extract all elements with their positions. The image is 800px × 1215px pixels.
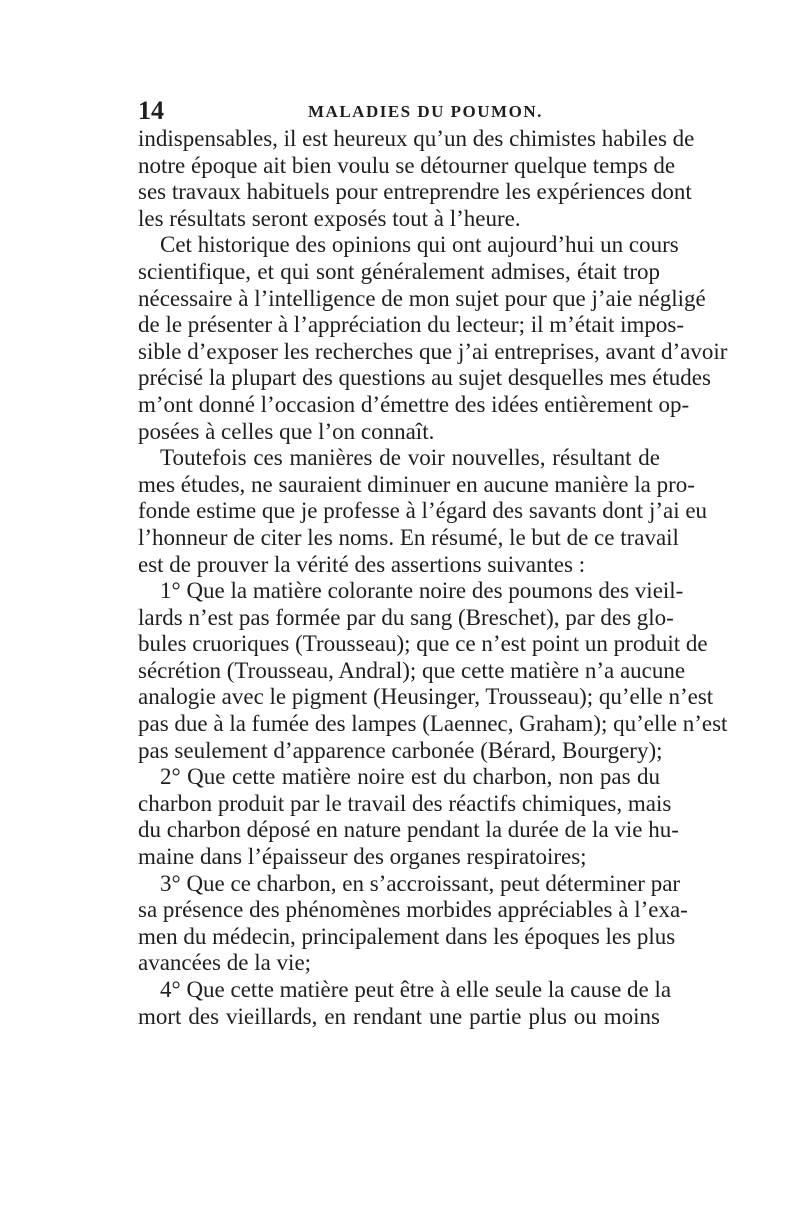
text-line: 1° Que la matière colorante noire des poumons des vieil- [160, 578, 684, 604]
text-line: fonde estime que je professe à l’égard des savants dont j’ai eu [138, 498, 708, 524]
text-line: pas due à la fumée des lampes (Laennec, Graham); qu’elle n’est [138, 711, 728, 737]
text-line: pas seulement d’apparence carbonée (Bérard, Bourgery); [138, 737, 663, 763]
text-line: posées à celles que l’on connaît. [138, 418, 435, 444]
text-line: sa présence des phénomènes morbides appréciables à l’exa- [138, 897, 688, 923]
text-line: 3° Que ce charbon, en s’accroissant, peut déterminer par [160, 870, 681, 896]
text-line: 2° Que cette matière noire est du charbon, non pas du [160, 764, 660, 790]
text-line: indispensables, il est heureux qu’un des chimistes habiles de [138, 126, 695, 151]
text-line: charbon produit par le travail des réactifs chimiques, mais [138, 790, 672, 816]
text-line: 4° Que cette matière peut être à elle seule la cause de la [160, 977, 672, 1002]
text-line: précisé la plupart des questions au sujet desquelles mes études [138, 365, 711, 391]
body-text [138, 126, 728, 1030]
running-head [138, 96, 660, 126]
text-line: nécessaire à l’intelligence de mon sujet pour que j’aie négligé [138, 285, 706, 311]
text-line: m’ont donné l’occasion d’émettre des idées entièrement op- [138, 391, 690, 417]
text-line: analogie avec le pigment (Heusinger, Trousseau); qu’elle n’est [138, 684, 714, 710]
text-line: Toutefois ces manières de voir nouvelles, résultant de [160, 445, 660, 471]
text-line: sible d’exposer les recherches que j’ai entreprises, avant d’avoir [138, 338, 728, 364]
page-number: 14 [138, 96, 164, 125]
text-line: lards n’est pas formée par du sang (Breschet), par des glo- [138, 604, 674, 630]
text-line: avancées de la vie; [138, 950, 312, 976]
text-line: mort des vieillards, en rendant une partie plus ou moins [138, 1003, 660, 1029]
text-line: mes études, ne sauraient diminuer en aucune manière la pro- [138, 471, 695, 497]
text-line: men du médecin, principalement dans les époques les plus [138, 923, 676, 949]
text-line: les résultats seront exposés tout à l’heure. [138, 205, 521, 231]
text-line: du charbon déposé en nature pendant la durée de la vie hu- [138, 817, 679, 843]
text-line: Cet historique des opinions qui ont aujourd’hui un cours [160, 232, 679, 258]
running-title: MALADIES DU POUMON. [308, 102, 543, 121]
text-line: ses travaux habituels pour entreprendre les expériences dont [138, 179, 692, 205]
text-line: maine dans l’épaisseur des organes respiratoires; [138, 844, 587, 870]
text-line: bules cruoriques (Trousseau); que ce n’est point un produit de [138, 631, 708, 657]
text-line: est de prouver la vérité des assertions suivantes : [138, 551, 586, 577]
text-line: de le présenter à l’appréciation du lecteur; il m’était impos- [138, 312, 685, 338]
text-line: sécrétion (Trousseau, Andral); que cette matière n’a aucune [138, 657, 686, 683]
text-line: scientifique, et qui sont généralement admises, était trop [138, 258, 660, 284]
text-line: notre époque ait bien voulu se détourner quelque temps de [138, 152, 676, 178]
text-line: l’honneur de citer les noms. En résumé, le but de ce travail [138, 524, 679, 550]
